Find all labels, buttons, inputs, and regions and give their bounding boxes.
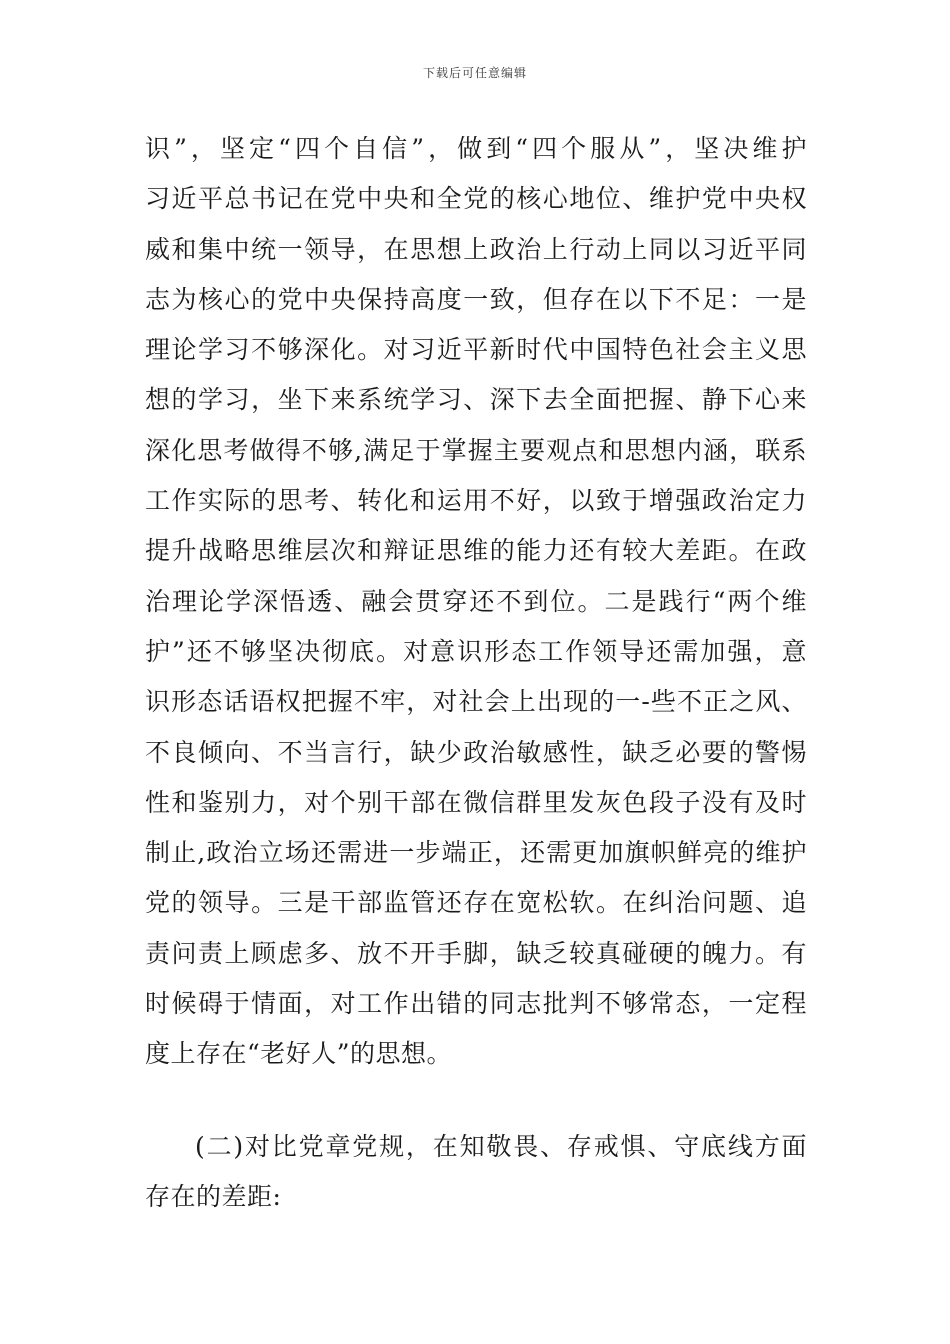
section-heading-line: (二)对比党章党规，在知敬畏、存戒惧、守底线方面 (195, 1132, 807, 1161)
text-line: 性和鉴别力，对个别干部在微信群里发灰色段子没有及时 (145, 787, 807, 817)
text-line: 度上存在“老好人”的思想。 (145, 1039, 453, 1069)
body-paragraph (145, 124, 807, 1080)
text-line: 工作实际的思考、转化和运用不好，以致于增强政治定力 (145, 486, 807, 516)
text-line: 不良倾向、不当言行，缺少政治敏感性，缺乏必要的警惕 (145, 737, 807, 767)
text-line: 深化思考做得不够,满足于掌握主要观点和思想内涵，联系 (145, 435, 807, 465)
text-line: 威和集中统一领导，在思想上政治上行动上同以习近平同 (145, 234, 807, 264)
text-line: 习近平总书记在党中央和全党的核心地位、维护党中央权 (145, 184, 807, 214)
text-line: 想的学习，坐下来系统学习、深下去全面把握、静下心来 (145, 385, 807, 415)
text-line: 责问责上顾虑多、放不开手脚，缺乏较真碰硬的魄力。有 (145, 938, 807, 968)
text-line: 治理论学深悟透、融会贯穿还不到位。二是践行“两个维 (145, 586, 807, 616)
page-header: 下载后可任意编辑 (422, 66, 527, 80)
text-line: 党的领导。三是干部监管还存在宽松软。在纠治问题、追 (145, 888, 807, 918)
section-heading-paragraph (145, 1122, 807, 1223)
section-heading-line: 存在的差距: (145, 1182, 282, 1212)
text-line: 护”还不够坚决彻底。对意识形态工作领导还需加强，意 (145, 636, 807, 666)
text-line: 志为核心的党中央保持高度一致，但存在以下不足：一是 (145, 284, 807, 314)
text-line: 识形态话语权把握不牢，对社会上出现的一-些不正之风、 (145, 687, 807, 717)
text-line: 时候碍于情面，对工作出错的同志批判不够常态，一定程 (145, 989, 807, 1019)
text-line: 制止,政治立场还需进一步端正，还需更加旗帜鲜亮的维护 (145, 838, 807, 868)
text-line: 理论学习不够深化。对习近平新时代中国特色社会主义思 (145, 335, 807, 365)
text-line: 提升战略思维层次和辩证思维的能力还有较大差距。在政 (145, 536, 807, 566)
text-line: 识”，坚定“四个自信”，做到“四个服从”，坚决维护 (145, 134, 807, 163)
